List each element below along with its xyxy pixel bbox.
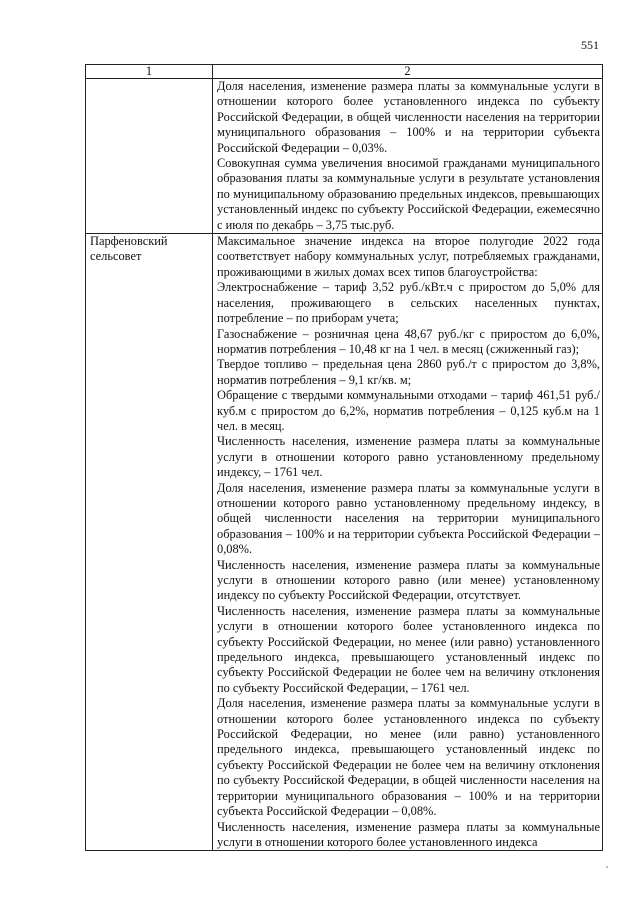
- paragraph: Обращение с твердыми коммунальными отходами – тариф 461,51 руб./куб.м с приростом до 6,2%, норматив потребления – 0,125 куб.м на 1 чел. в месяц.: [217, 388, 600, 433]
- paragraph: Электроснабжение – тариф 3,52 руб./кВт.ч с приростом до 5,0% для населения, проживающего в сельских населенных пунктах, потребление – по приборам учета;: [217, 280, 600, 326]
- table-row: [86, 234, 603, 851]
- paragraph: Численность населения, изменение размера платы за коммунальные услуги в отношении которого равно (или менее) установленному индексу по субъекту Российской Федерации, отсутствует.: [217, 557, 600, 603]
- paragraph: Максимальное значение индекса на второе полугодие 2022 года соответствует набору коммунальных услуг, потребляемых гражданами, проживающими в жилых домах всех типов благоустройства:: [217, 234, 600, 279]
- paragraph: Совокупная сумма увеличения вносимой гражданами муниципального образования платы за коммунальные услуги в результате установления по муниципальному образованию предельных индексов, превышающих установленный индекс по субъекту Российской Федерации, ежемесячно с июля по декабрь – 3,75 тыс.руб.: [217, 156, 600, 232]
- municipality-name-cell: Парфеновский сельсовет: [86, 234, 213, 851]
- municipality-name-cell: [86, 79, 213, 234]
- paragraph: Численность населения, изменение размера платы за коммунальные услуги в отношении которого более установленного индекса по субъекту Российской Федерации, но менее (или равно) установленного предельного индекса, превышающего установленный индекс по субъекту Российской Федерации не более чем на величину отклонения по субъекту Российской Федерации, – 1761 чел.: [217, 603, 600, 695]
- indicator-text-cell: [213, 234, 603, 851]
- column-header-2: 2: [213, 65, 603, 79]
- table-header-row: [86, 65, 603, 79]
- indicator-text-cell: [213, 79, 603, 234]
- column-header-1: 1: [86, 65, 213, 79]
- paragraph: Доля населения, изменение размера платы за коммунальные услуги в отношении которого равно установленному предельному индексу, в общей численности населения на территории муниципального образования – 100% и на территории субъекта Российской Федерации – 0,08%.: [217, 480, 600, 557]
- paragraph: Численность населения, изменение размера платы за коммунальные услуги в отношении которого равно установленному предельному индексу, – 1761 чел.: [217, 434, 600, 480]
- table-row: [86, 79, 603, 234]
- paragraph: Твердое топливо – предельная цена 2860 руб./т с приростом до 3,8%, норматив потребления – 9,1 кг/кв. м;: [217, 357, 600, 387]
- paragraph: Доля населения, изменение размера платы за коммунальные услуги в отношении которого более установленного индекса по субъекту Российской Федерации, но менее (или равно) установленного предельного индекса, превышающего установленный индекс по субъекту Российской Федерации не более чем на величину отклонения по субъекту Российской Федерации, в общей численности населения на территории муниципального образования – 100% и на территории субъекта Российской Федерации – 0,08%.: [217, 696, 600, 819]
- scan-speck: [606, 866, 608, 868]
- page-number: 551: [581, 38, 599, 52]
- document-table: [85, 64, 603, 851]
- paragraph: Газоснабжение – розничная цена 48,67 руб./кг с приростом до 6,0%, норматив потребления – 10,48 кг на 1 чел. в месяц (сжиженный газ);: [217, 326, 600, 356]
- paragraph: Численность населения, изменение размера платы за коммунальные услуги в отношении которого более установленного индекса: [217, 819, 600, 849]
- paragraph: Доля населения, изменение размера платы за коммунальные услуги в отношении которого более установленного индекса по субъекту Российской Федерации, в общей численности населения на территории муниципального образования – 100% и на территории субъекта Российской Федерации – 0,03%.: [217, 79, 600, 155]
